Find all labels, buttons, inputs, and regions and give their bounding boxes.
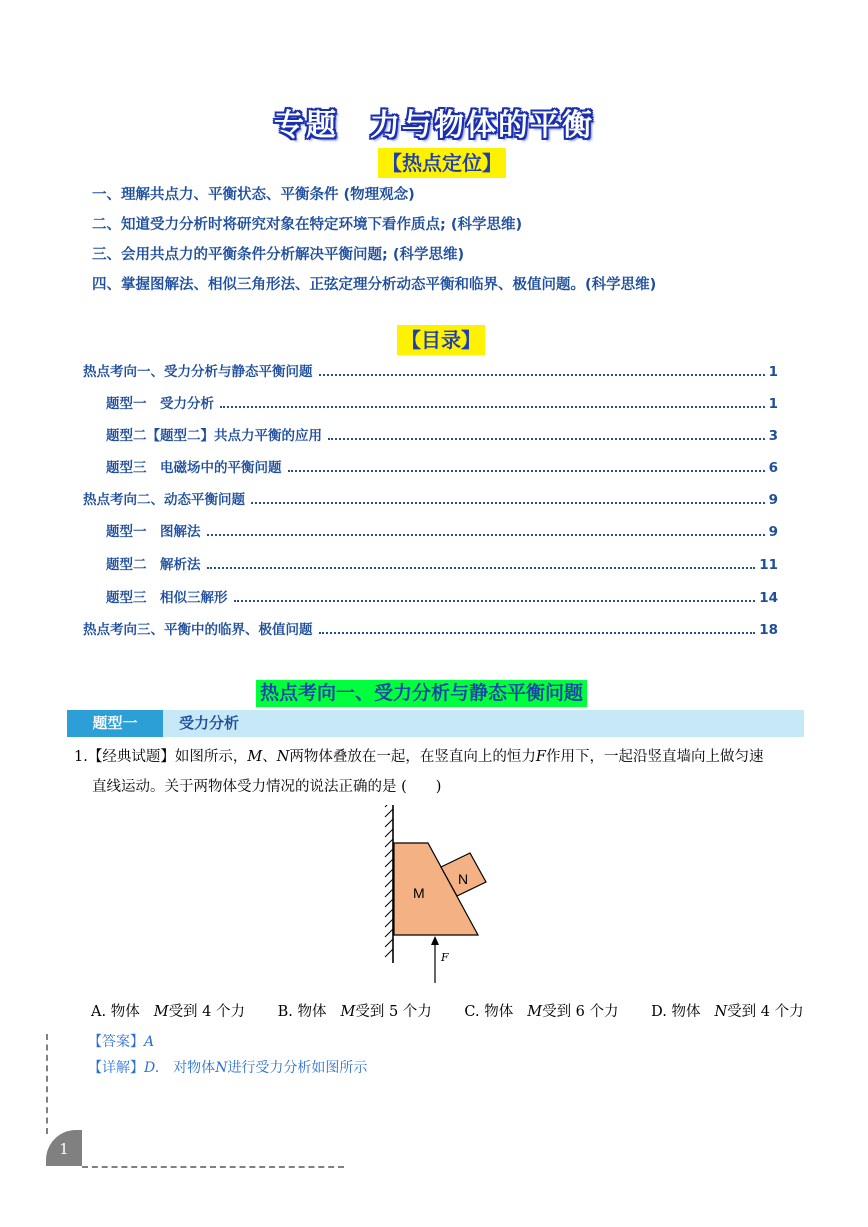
- toc-leader: [251, 502, 765, 504]
- toc-leader: [207, 534, 765, 536]
- force-arrowhead: [431, 936, 439, 945]
- toc-page: 1: [768, 396, 778, 412]
- option-var: M: [527, 1004, 543, 1020]
- goal-item: 二、知道受力分析时将研究对象在特定环境下看作质点; (科学思维): [92, 217, 523, 233]
- toc-page: 14: [759, 590, 778, 606]
- option-var: N: [714, 1004, 728, 1020]
- toc-leader: [220, 406, 765, 408]
- detail-line: [88, 1055, 367, 1081]
- option-text: A. 物体: [91, 1004, 140, 1020]
- toc-entry[interactable]: [106, 586, 778, 610]
- toc-entry-text: 题型三 相似三解形: [106, 590, 228, 606]
- toc-leader: [234, 600, 756, 602]
- toc-entry[interactable]: [106, 520, 778, 544]
- margin-dashed-line: [46, 1034, 48, 1134]
- toc-page: 6: [768, 460, 778, 476]
- toc-page: 18: [759, 622, 778, 638]
- section-heading: 热点考向一、受力分析与静态平衡问题: [256, 680, 587, 707]
- goal-item: 四、掌握图解法、相似三角形法、正弦定理分析动态平衡和临界、极值问题。(科学思维): [92, 277, 657, 293]
- toc-page: 3: [768, 428, 778, 444]
- toc-entry-text: 题型二 解析法: [106, 557, 201, 573]
- toc-entry[interactable]: [83, 488, 778, 512]
- toc-leader: [328, 438, 765, 440]
- question-text: 、: [262, 749, 277, 765]
- toc-page: 9: [768, 492, 778, 508]
- toc-heading: 【目录】: [397, 325, 485, 355]
- detail-value: D.: [144, 1060, 160, 1076]
- question-type-bar: [67, 710, 804, 737]
- option-var: M: [153, 1004, 169, 1020]
- question-source: 【经典试题】: [87, 749, 175, 765]
- detail-label: 【详解】: [88, 1060, 144, 1076]
- toc-entry-text: 热点考向一、受力分析与静态平衡问题: [83, 364, 313, 380]
- answer-label: 【答案】: [88, 1034, 144, 1050]
- option-c[interactable]: [464, 1004, 632, 1020]
- var-F: F: [535, 749, 546, 765]
- toc-entry-text: 题型二【题型二】共点力平衡的应用: [106, 428, 322, 444]
- question-type-name: 受力分析: [179, 714, 240, 732]
- goals-list: [92, 180, 656, 300]
- question-text: 作用下，一起沿竖直墙向上做匀速: [545, 749, 764, 765]
- toc-leader: [319, 374, 765, 376]
- page-number: 1: [59, 1140, 69, 1158]
- toc-page: 9: [768, 524, 778, 540]
- detail-var: N: [215, 1060, 228, 1076]
- page-number-tab: [46, 1130, 82, 1166]
- option-text: D. 物体: [651, 1004, 701, 1020]
- question-line-1: [74, 742, 814, 772]
- toc-entry[interactable]: [106, 392, 778, 416]
- detail-text: 对物体: [159, 1060, 216, 1076]
- question-type-label: 题型一: [67, 710, 163, 737]
- toc-entry-text: 热点考向三、平衡中的临界、极值问题: [83, 622, 313, 638]
- toc-page: 1: [768, 364, 778, 380]
- var-M: M: [247, 749, 263, 765]
- option-b[interactable]: [278, 1004, 446, 1020]
- toc-leader: [207, 567, 756, 569]
- answer-value: A: [144, 1034, 155, 1050]
- label-M: M: [413, 885, 425, 901]
- option-d[interactable]: [651, 1004, 817, 1020]
- question-text: 如图所示，: [174, 749, 248, 765]
- toc-entry-text: 题型一 图解法: [106, 524, 201, 540]
- option-text: C. 物体: [464, 1004, 514, 1020]
- label-N: N: [458, 871, 469, 887]
- toc-entry[interactable]: [83, 360, 778, 384]
- toc-entry-text: 题型三 电磁场中的平衡问题: [106, 460, 282, 476]
- options: [91, 998, 832, 1026]
- option-var: M: [340, 1004, 356, 1020]
- question-number: 1.: [74, 749, 88, 765]
- toc-entry[interactable]: [106, 553, 778, 577]
- toc-entry[interactable]: [106, 456, 778, 480]
- toc-page: 11: [759, 557, 778, 573]
- wall-hatching: [385, 805, 393, 957]
- question-text: 两物体叠放在一起，在竖直向上的恒力: [289, 749, 536, 765]
- option-text: 受到 6 个力: [542, 1004, 619, 1020]
- goal-item: 三、会用共点力的平衡条件分析解决平衡问题; (科学思维): [92, 247, 465, 263]
- option-a[interactable]: [91, 1004, 259, 1020]
- toc-entry[interactable]: [106, 424, 778, 448]
- label-F: F: [441, 951, 449, 964]
- option-text: B. 物体: [277, 1004, 327, 1020]
- option-text: 受到 4 个力: [727, 1004, 804, 1020]
- goal-item: 一、理解共点力、平衡状态、平衡条件 (物理观念): [92, 187, 415, 203]
- force-diagram: [375, 805, 495, 985]
- toc-leader: [319, 632, 756, 634]
- answer-line: [88, 1029, 154, 1055]
- detail-text: 进行受力分析如图所示: [227, 1060, 368, 1076]
- page-title: 专题 力与物体的平衡: [274, 108, 594, 143]
- toc-leader: [288, 470, 765, 472]
- option-text: 受到 4 个力: [168, 1004, 246, 1020]
- question-line-2: 直线运动。关于两物体受力情况的说法正确的是 ( ): [92, 779, 442, 795]
- hotspot-heading: 【热点定位】: [378, 148, 506, 178]
- footer-dashed-line: [82, 1166, 344, 1168]
- toc-entry-text: 题型一 受力分析: [106, 396, 214, 412]
- var-N: N: [276, 749, 290, 765]
- toc-entry[interactable]: [83, 618, 778, 642]
- option-text: 受到 5 个力: [355, 1004, 432, 1020]
- question-1: [74, 742, 814, 802]
- toc-entry-text: 热点考向二、动态平衡问题: [83, 492, 245, 508]
